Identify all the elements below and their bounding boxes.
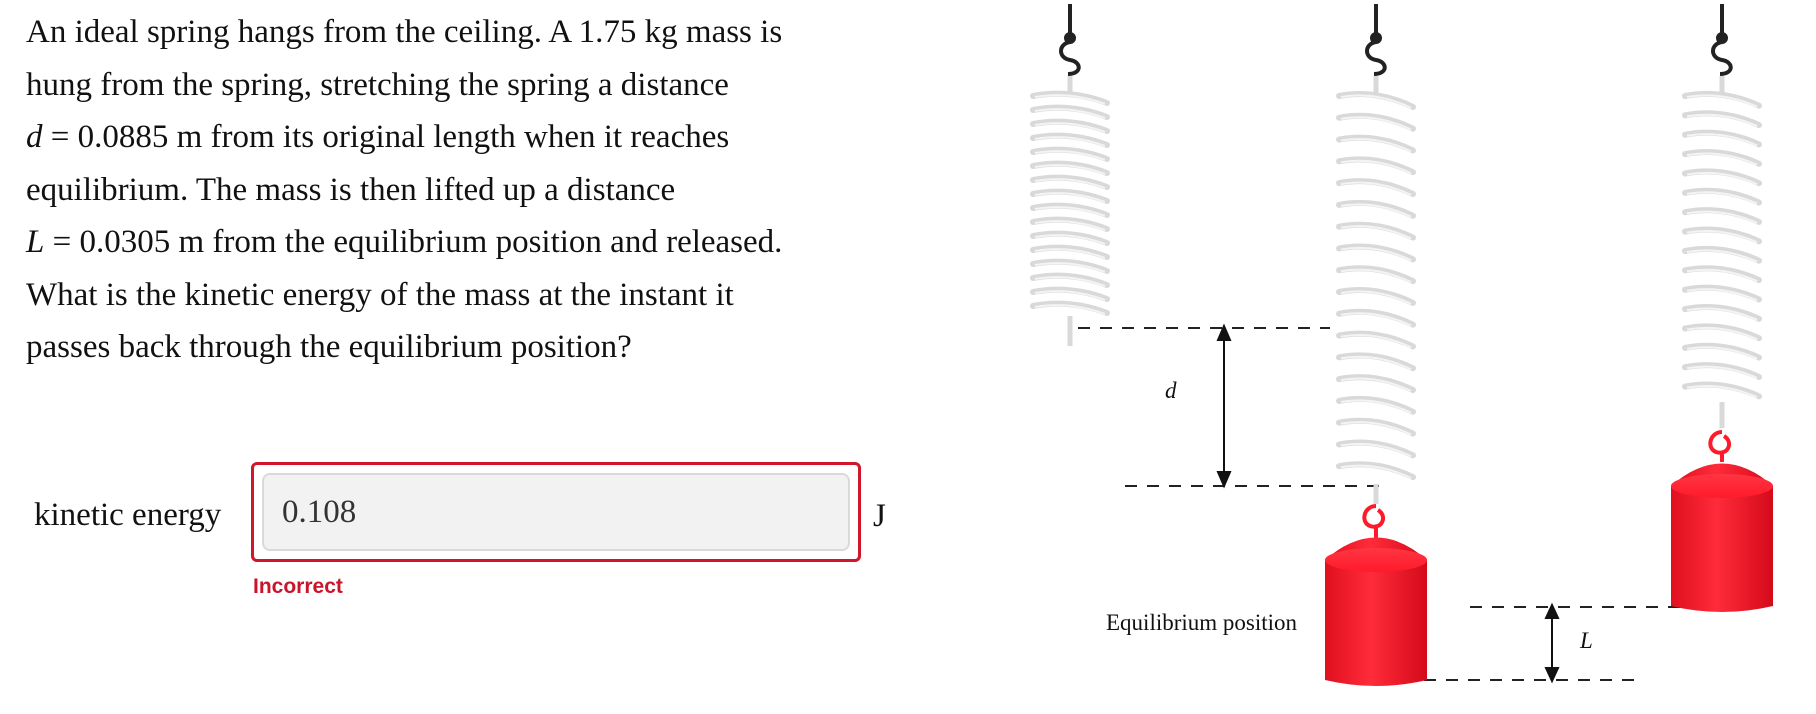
question-line: passes back through the equilibrium position? xyxy=(26,329,632,365)
question-line: What is the kinetic energy of the mass at the instant it xyxy=(26,276,734,313)
ceiling-hook-1 xyxy=(1061,4,1079,74)
question-line: An ideal spring hangs from the ceiling. A 1.75 kg mass is xyxy=(26,14,783,50)
mass-equilibrium xyxy=(1325,538,1427,687)
question-line: hung from the spring, stretching the spring a distance xyxy=(26,66,729,103)
unit-label: J xyxy=(873,498,886,534)
L-arrow xyxy=(1546,605,1558,681)
spring-unstretched xyxy=(1033,76,1107,346)
ceiling-hook-2 xyxy=(1367,4,1385,74)
mass-lifted xyxy=(1671,464,1773,613)
answer-label: kinetic energy xyxy=(34,497,222,533)
variable-d: d xyxy=(26,119,43,155)
mass-hook-3 xyxy=(1710,432,1729,462)
variable-L: L xyxy=(26,224,45,260)
d-label: d xyxy=(1165,378,1177,403)
mass-hook-2 xyxy=(1364,506,1383,540)
ceiling-hook-3 xyxy=(1713,4,1731,74)
equilibrium-position-label: Equilibrium position xyxy=(1106,610,1298,635)
d-arrow xyxy=(1218,326,1230,486)
question-line: equilibrium. The mass is then lifted up a distance xyxy=(26,171,676,208)
spring-equilibrium xyxy=(1339,76,1413,504)
spring-lifted xyxy=(1685,76,1759,428)
question-text-segment: = 0.0305 m from the equilibrium position and released. xyxy=(44,224,783,260)
status-incorrect: Incorrect xyxy=(253,575,343,598)
L-label: L xyxy=(1580,628,1593,653)
question-text-segment: = 0.0885 m from its original length when it reaches xyxy=(42,119,730,155)
